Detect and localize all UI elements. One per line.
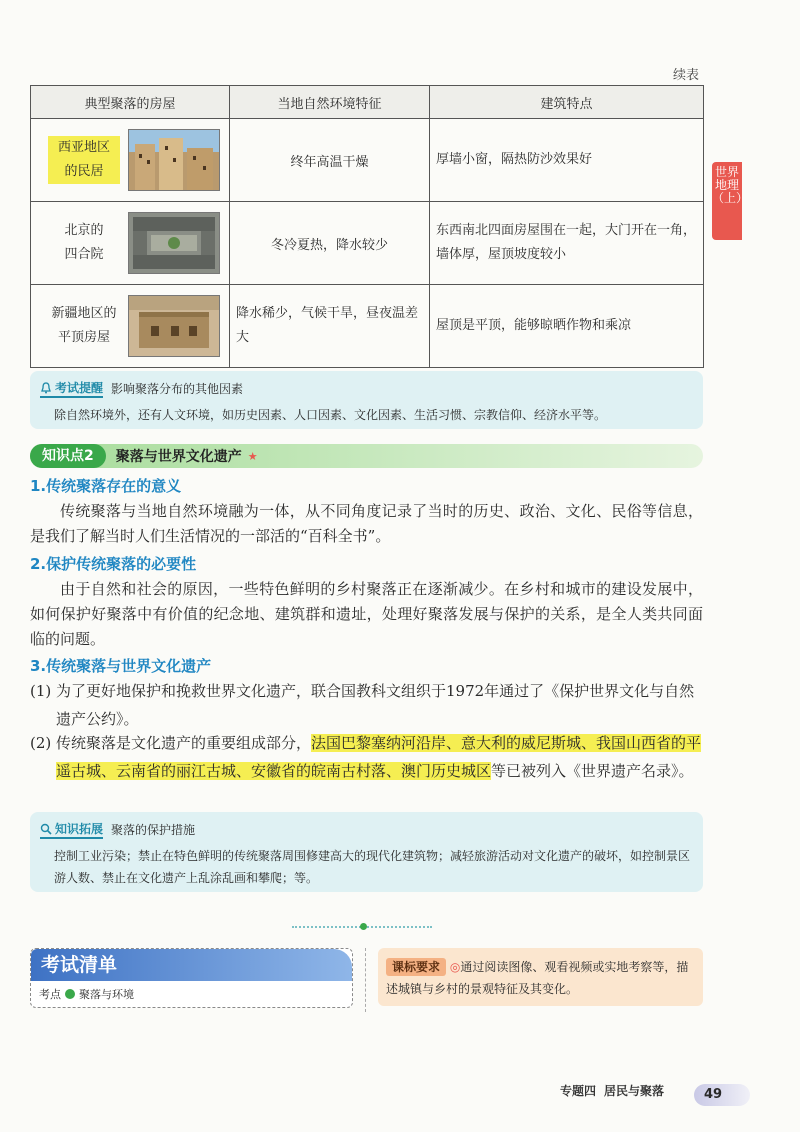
exam-tip-body: 除自然环境外，还有人文环境，如历史因素、人口因素、文化因素、生活习惯、宗教信仰、经济水平等。: [54, 408, 607, 422]
west-asia-house-photo: [128, 129, 220, 191]
table-row: [31, 285, 704, 368]
housing-table: [30, 85, 704, 368]
footer-subtitle: 居民与聚落: [604, 1084, 665, 1098]
knowledge-point-title: 聚落与世界文化遗产: [115, 449, 242, 465]
magnifier-icon: [40, 823, 52, 835]
requirement-text: 通过阅读图像、观看视频或实地考察等，描述城镇与乡村的景观特征及其变化。: [386, 960, 689, 996]
table-header: 建筑特点: [430, 86, 704, 119]
star-icon: ★: [247, 449, 258, 463]
exam-point-label: 考点: [39, 988, 61, 1001]
curriculum-requirement: [378, 948, 703, 1006]
env-cell: 冬冷夏热，降水较少: [230, 202, 430, 285]
extension-tag: 知识拓展: [40, 820, 103, 839]
section-2-title: 2.保护传统聚落的必要性: [30, 555, 197, 573]
exam-tip-tag: 考试提醒: [40, 379, 103, 398]
house-name: 新疆地区的 平顶房屋: [51, 306, 117, 345]
knowledge-extension-box: [30, 812, 703, 892]
arch-cell: 东西南北四面房屋围在一起，大门开在一角，墙体厚，屋顶坡度较小: [430, 202, 704, 285]
exam-tip-box: [30, 371, 703, 429]
table-header-row: [31, 86, 704, 119]
page-footer: [560, 1082, 664, 1099]
exam-point-row: [31, 981, 352, 1007]
chapter-side-tab: 世界地理（上）: [712, 162, 742, 240]
bullet-dot-icon: [65, 989, 75, 999]
footer-topic: 专题四: [560, 1084, 597, 1098]
table-row: [31, 119, 704, 202]
continued-label: 续表: [673, 68, 700, 83]
section-2-body: 由于自然和社会的原因，一些特色鲜明的乡村聚落正在逐渐减少。在乡村和城市的建设发展中，如何保护好聚落中有价值的纪念地、建筑群和遗址，处理好聚落发展与保护的关系，是全人类共同面临的问题。: [30, 580, 703, 648]
section-3-title: 3.传统聚落与世界文化遗产: [30, 657, 212, 675]
exam-checklist-title: 考试清单: [31, 949, 352, 981]
table-row: [31, 202, 704, 285]
xinjiang-flat-roof-photo: [128, 295, 220, 357]
heritage-highlight: 法国巴黎塞纳河沿岸、意大利的威尼斯城、我国山西省的平遥古城、云南省的丽江古城、安徽省的皖南古村落、澳门历史城区: [56, 734, 702, 780]
extension-body: 控制工业污染；禁止在特色鲜明的传统聚落周围修建高大的现代化建筑物；减轻旅游活动对文化遗产的破坏，如控制景区游人数、禁止在文化遗产上乱涂乱画和攀爬；等。: [54, 849, 691, 885]
list-item: (2) 传统聚落是文化遗产的重要组成部分，法国巴黎塞纳河沿岸、意大利的威尼斯城、我国山西省的平遥古城、云南省的丽江古城、安徽省的皖南古村落、澳门历史城区等已被列入《世界遗产名录》。: [30, 734, 702, 780]
bell-icon: [40, 382, 52, 394]
exam-checklist: [30, 948, 353, 1008]
arch-cell: 厚墙小窗，隔热防沙效果好: [430, 119, 704, 202]
list-item: (1) 为了更好地保护和挽救世界文化遗产，联合国教科文组织于1972年通过了《保护世界文化与自然遗产公约》。: [30, 682, 695, 728]
section-1-body: 传统聚落与当地自然环境融为一体，从不同角度记录了当时的历史、政治、文化、民俗等信息，是我们了解当时人们生活情况的一部活的“百科全书”。: [30, 502, 703, 545]
requirement-tag: 课标要求: [386, 958, 446, 976]
exam-tip-title: 影响聚落分布的其他因素: [111, 382, 244, 396]
divider-dot: [360, 923, 367, 930]
env-cell: 终年高温干燥: [230, 119, 430, 202]
knowledge-point-badge: 知识点2: [30, 444, 106, 468]
house-name: 北京的 四合院: [64, 223, 104, 262]
house-cell: [31, 202, 230, 285]
arch-cell: 屋顶是平顶，能够晾晒作物和乘凉: [430, 285, 704, 368]
house-cell: [31, 285, 230, 368]
house-name: 西亚地区 的民居: [48, 136, 120, 184]
knowledge-point-header: [30, 444, 703, 468]
extension-title: 聚落的保护措施: [111, 823, 196, 837]
page-number: 49: [694, 1084, 750, 1106]
siheyuan-photo: [128, 212, 220, 274]
exam-point-text: 聚落与环境: [79, 988, 134, 1001]
section-1-title: 1.传统聚落存在的意义: [30, 477, 182, 495]
table-header: 当地自然环境特征: [230, 86, 430, 119]
item2-post: 等已被列入《世界遗产名录》。: [491, 762, 694, 780]
item2-pre: 传统聚落是文化遗产的重要组成部分，: [56, 734, 312, 752]
table-header: 典型聚落的房屋: [31, 86, 230, 119]
bullet-circle-icon: ◎: [449, 960, 461, 974]
env-cell: 降水稀少，气候干旱，昼夜温差大: [230, 285, 430, 368]
column-divider: [365, 948, 366, 1012]
house-cell: [31, 119, 230, 202]
